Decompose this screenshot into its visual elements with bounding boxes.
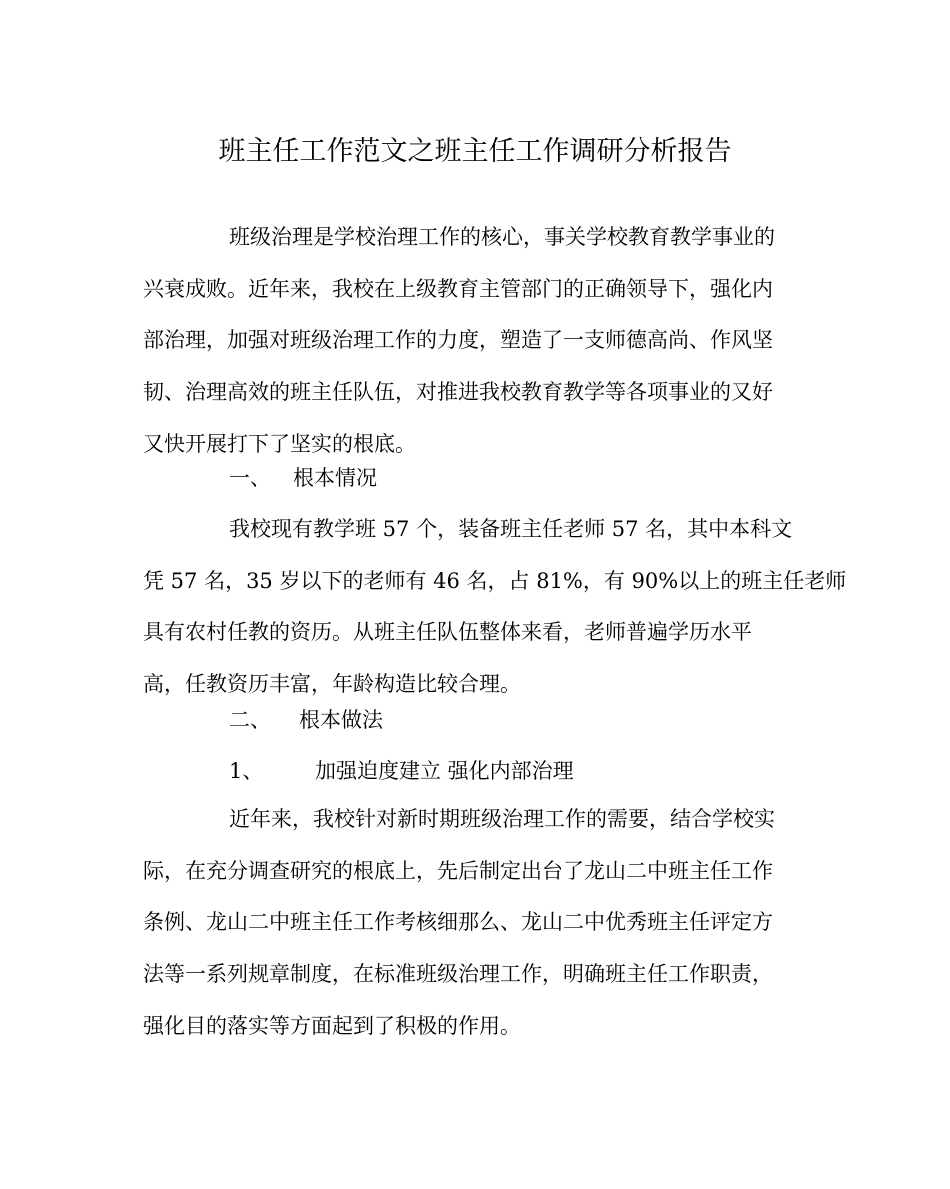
section-number: 一、 [229,466,271,490]
paragraph-line: 韧、治理高效的班主任队伍，对推进我校教育教学等各项事业的又好 [143,380,773,405]
subsection-number: 1、 [229,759,264,783]
paragraph-line: 我校现有教学班 57 个，装备班主任老师 57 名，其中本科文 [229,517,793,541]
subsection-1-heading [229,746,574,798]
section-number: 二、 [229,708,271,732]
paragraph-line: 际，在充分调查研究的根底上，先后制定出台了龙山二中班主任工作 [143,858,773,883]
subsection-1-paragraph [143,794,808,1053]
paragraph-line: 法等一系列规章制度，在标准班级治理工作，明确班主任工作职责， [143,962,773,987]
paragraph-line: 班级治理是学校治理工作的核心，事关学校教育教学事业的 [229,225,775,249]
section-1-paragraph [143,504,847,711]
paragraph-line: 条例、龙山二中班主任工作考核细那么、龙山二中优秀班主任评定方 [143,910,773,935]
paragraph-line: 高，任教资历丰富，年龄构造比较合理。 [143,672,521,697]
paragraph-line: 近年来，我校针对新时期班级治理工作的需要，结合学校实 [229,807,775,831]
paragraph-line: 部治理，加强对班级治理工作的力度，塑造了一支师德高尚、作风坚 [143,328,773,353]
section-title: 根本情况 [293,466,377,490]
section-title: 根本做法 [299,708,383,732]
intro-paragraph [143,212,808,471]
document-title: 班主任工作范文之班主任工作调研分析报告 [218,136,732,167]
paragraph-line: 具有农村任教的资历。从班主任队伍整体来看，老师普遍学历水平 [143,620,752,645]
paragraph-line: 又快开展打下了坚实的根底。 [143,431,416,456]
subsection-title: 加强迫度建立 强化内部治理 [315,759,574,783]
section-1-heading [229,453,377,505]
paragraph-line: 强化目的落实等方面起到了积极的作用。 [143,1013,521,1038]
paragraph-line: 兴衰成败。近年来，我校在上级教育主管部门的正确领导下，强化内 [143,276,773,301]
paragraph-line: 凭 57 名，35 岁以下的老师有 46 名，占 81%，有 90%以上的班主任老师 [143,568,847,593]
section-2-heading [229,695,383,747]
